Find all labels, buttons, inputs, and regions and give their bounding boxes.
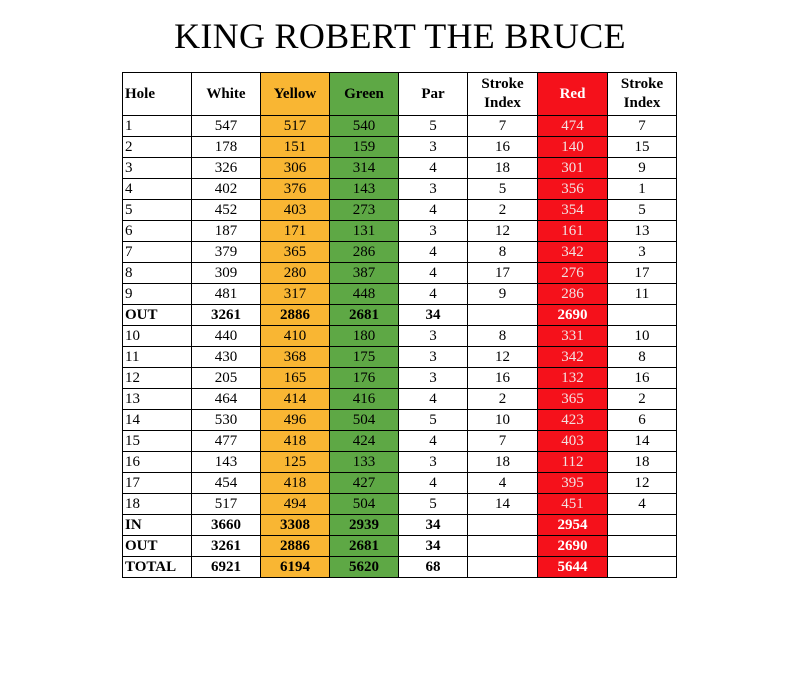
cell-stroke-index-red: 10 [608,326,677,347]
cell-red: 342 [538,347,608,368]
cell-yellow: 151 [261,137,330,158]
cell-red: 395 [538,473,608,494]
cell-white: 6921 [192,557,261,578]
cell-stroke-index-red: 18 [608,452,677,473]
cell-hole: 12 [123,368,192,389]
cell-stroke-index: 5 [468,179,538,200]
cell-hole: 8 [123,263,192,284]
cell-yellow: 125 [261,452,330,473]
cell-hole: 6 [123,221,192,242]
cell-red: 112 [538,452,608,473]
cell-yellow: 2886 [261,536,330,557]
cell-stroke-index-red: 5 [608,200,677,221]
cell-white: 517 [192,494,261,515]
cell-stroke-index: 16 [468,137,538,158]
cell-stroke-index: 2 [468,200,538,221]
cell-green: 2939 [330,515,399,536]
cell-red: 365 [538,389,608,410]
cell-par: 34 [399,305,468,326]
cell-yellow: 365 [261,242,330,263]
cell-stroke-index: 8 [468,326,538,347]
cell-hole: 3 [123,158,192,179]
cell-red: 423 [538,410,608,431]
cell-hole: 10 [123,326,192,347]
cell-par: 3 [399,326,468,347]
scorecard-table [122,72,677,578]
cell-stroke-index: 7 [468,116,538,137]
cell-green: 286 [330,242,399,263]
cell-stroke-index-red: 14 [608,431,677,452]
page-title: KING ROBERT THE BRUCE [174,16,626,56]
cell-yellow: 165 [261,368,330,389]
header-par: Par [399,73,468,116]
cell-white: 326 [192,158,261,179]
cell-white: 430 [192,347,261,368]
cell-white: 454 [192,473,261,494]
table-row [123,242,677,263]
table-row [123,158,677,179]
cell-hole: 5 [123,200,192,221]
cell-red: 276 [538,263,608,284]
table-row [123,368,677,389]
cell-hole: 13 [123,389,192,410]
cell-white: 402 [192,179,261,200]
cell-stroke-index-red: 7 [608,116,677,137]
cell-white: 3660 [192,515,261,536]
cell-white: 143 [192,452,261,473]
table-row [123,284,677,305]
cell-stroke-index-red: 3 [608,242,677,263]
cell-stroke-index-red: 8 [608,347,677,368]
cell-stroke-index-red: 11 [608,284,677,305]
cell-hole: 7 [123,242,192,263]
cell-yellow: 494 [261,494,330,515]
table-row [123,116,677,137]
cell-red: 301 [538,158,608,179]
cell-hole: 11 [123,347,192,368]
cell-white: 530 [192,410,261,431]
cell-stroke-index [468,536,538,557]
table-row [123,452,677,473]
cell-par: 4 [399,200,468,221]
cell-red: 354 [538,200,608,221]
cell-white: 452 [192,200,261,221]
cell-green: 131 [330,221,399,242]
cell-par: 4 [399,473,468,494]
cell-stroke-index-red: 12 [608,473,677,494]
table-row [123,410,677,431]
cell-yellow: 2886 [261,305,330,326]
cell-red: 132 [538,368,608,389]
cell-green: 540 [330,116,399,137]
cell-green: 159 [330,137,399,158]
cell-stroke-index: 10 [468,410,538,431]
total-row [123,557,677,578]
cell-hole: IN [123,515,192,536]
cell-green: 180 [330,326,399,347]
cell-red: 342 [538,242,608,263]
cell-green: 273 [330,200,399,221]
cell-stroke-index: 18 [468,158,538,179]
cell-par: 3 [399,452,468,473]
cell-hole: 14 [123,410,192,431]
cell-green: 2681 [330,536,399,557]
cell-red: 403 [538,431,608,452]
cell-yellow: 414 [261,389,330,410]
cell-stroke-index: 12 [468,347,538,368]
cell-par: 3 [399,347,468,368]
cell-red: 140 [538,137,608,158]
cell-stroke-index-red: 6 [608,410,677,431]
total-row [123,515,677,536]
cell-stroke-index-red: 9 [608,158,677,179]
cell-red: 2954 [538,515,608,536]
cell-par: 3 [399,368,468,389]
cell-hole: 9 [123,284,192,305]
cell-yellow: 418 [261,473,330,494]
cell-hole: 2 [123,137,192,158]
cell-stroke-index-red: 1 [608,179,677,200]
cell-stroke-index: 16 [468,368,538,389]
cell-par: 5 [399,494,468,515]
header-stroke-index: Stroke Index [468,73,538,116]
cell-stroke-index: 17 [468,263,538,284]
header-stroke-index-red: Stroke Index [608,73,677,116]
cell-white: 3261 [192,305,261,326]
cell-white: 379 [192,242,261,263]
cell-hole: 4 [123,179,192,200]
table-row [123,221,677,242]
cell-stroke-index-red: 13 [608,221,677,242]
cell-red: 331 [538,326,608,347]
header-row [123,73,677,116]
cell-yellow: 317 [261,284,330,305]
cell-hole: OUT [123,305,192,326]
cell-red: 161 [538,221,608,242]
table-row [123,263,677,284]
header-red: Red [538,73,608,116]
cell-stroke-index-red [608,515,677,536]
cell-par: 34 [399,536,468,557]
cell-red: 2690 [538,305,608,326]
cell-par: 3 [399,137,468,158]
cell-par: 4 [399,158,468,179]
cell-green: 176 [330,368,399,389]
cell-red: 451 [538,494,608,515]
cell-green: 387 [330,263,399,284]
cell-par: 5 [399,116,468,137]
table-row [123,179,677,200]
cell-white: 547 [192,116,261,137]
cell-yellow: 3308 [261,515,330,536]
cell-par: 4 [399,242,468,263]
cell-yellow: 171 [261,221,330,242]
table-row [123,347,677,368]
cell-stroke-index [468,557,538,578]
cell-yellow: 418 [261,431,330,452]
cell-green: 427 [330,473,399,494]
cell-hole: 17 [123,473,192,494]
cell-yellow: 496 [261,410,330,431]
cell-hole: 1 [123,116,192,137]
total-row [123,536,677,557]
cell-white: 178 [192,137,261,158]
total-row [123,305,677,326]
cell-par: 68 [399,557,468,578]
cell-white: 3261 [192,536,261,557]
cell-stroke-index [468,305,538,326]
table-row [123,389,677,410]
cell-red: 356 [538,179,608,200]
cell-stroke-index-red: 17 [608,263,677,284]
cell-par: 5 [399,410,468,431]
cell-white: 464 [192,389,261,410]
cell-yellow: 376 [261,179,330,200]
cell-stroke-index: 8 [468,242,538,263]
table-row [123,326,677,347]
cell-stroke-index: 14 [468,494,538,515]
cell-yellow: 368 [261,347,330,368]
cell-green: 143 [330,179,399,200]
cell-white: 477 [192,431,261,452]
cell-hole: TOTAL [123,557,192,578]
cell-red: 5644 [538,557,608,578]
cell-green: 504 [330,494,399,515]
cell-green: 448 [330,284,399,305]
cell-stroke-index: 7 [468,431,538,452]
cell-yellow: 410 [261,326,330,347]
header-yellow: Yellow [261,73,330,116]
header-green: Green [330,73,399,116]
cell-par: 3 [399,221,468,242]
table-row [123,200,677,221]
cell-stroke-index-red [608,557,677,578]
table-row [123,494,677,515]
cell-hole: 18 [123,494,192,515]
cell-hole: 15 [123,431,192,452]
cell-yellow: 280 [261,263,330,284]
table-row [123,473,677,494]
cell-par: 34 [399,515,468,536]
cell-stroke-index-red: 15 [608,137,677,158]
cell-green: 416 [330,389,399,410]
cell-green: 504 [330,410,399,431]
cell-par: 4 [399,389,468,410]
table-row [123,431,677,452]
cell-stroke-index-red [608,305,677,326]
cell-par: 3 [399,179,468,200]
cell-yellow: 306 [261,158,330,179]
header-hole: Hole [123,73,192,116]
cell-red: 474 [538,116,608,137]
cell-green: 424 [330,431,399,452]
cell-stroke-index-red [608,536,677,557]
cell-stroke-index: 2 [468,389,538,410]
cell-stroke-index: 4 [468,473,538,494]
cell-white: 187 [192,221,261,242]
cell-yellow: 403 [261,200,330,221]
cell-green: 5620 [330,557,399,578]
cell-par: 4 [399,263,468,284]
cell-white: 309 [192,263,261,284]
cell-par: 4 [399,284,468,305]
cell-stroke-index: 9 [468,284,538,305]
cell-stroke-index-red: 4 [608,494,677,515]
cell-red: 2690 [538,536,608,557]
cell-green: 2681 [330,305,399,326]
cell-stroke-index [468,515,538,536]
cell-stroke-index: 18 [468,452,538,473]
cell-green: 314 [330,158,399,179]
cell-yellow: 517 [261,116,330,137]
cell-white: 205 [192,368,261,389]
cell-stroke-index-red: 2 [608,389,677,410]
cell-hole: 16 [123,452,192,473]
cell-par: 4 [399,431,468,452]
cell-stroke-index-red: 16 [608,368,677,389]
cell-stroke-index: 12 [468,221,538,242]
cell-white: 481 [192,284,261,305]
cell-yellow: 6194 [261,557,330,578]
table-row [123,137,677,158]
cell-red: 286 [538,284,608,305]
cell-white: 440 [192,326,261,347]
cell-hole: OUT [123,536,192,557]
header-white: White [192,73,261,116]
cell-green: 133 [330,452,399,473]
cell-green: 175 [330,347,399,368]
